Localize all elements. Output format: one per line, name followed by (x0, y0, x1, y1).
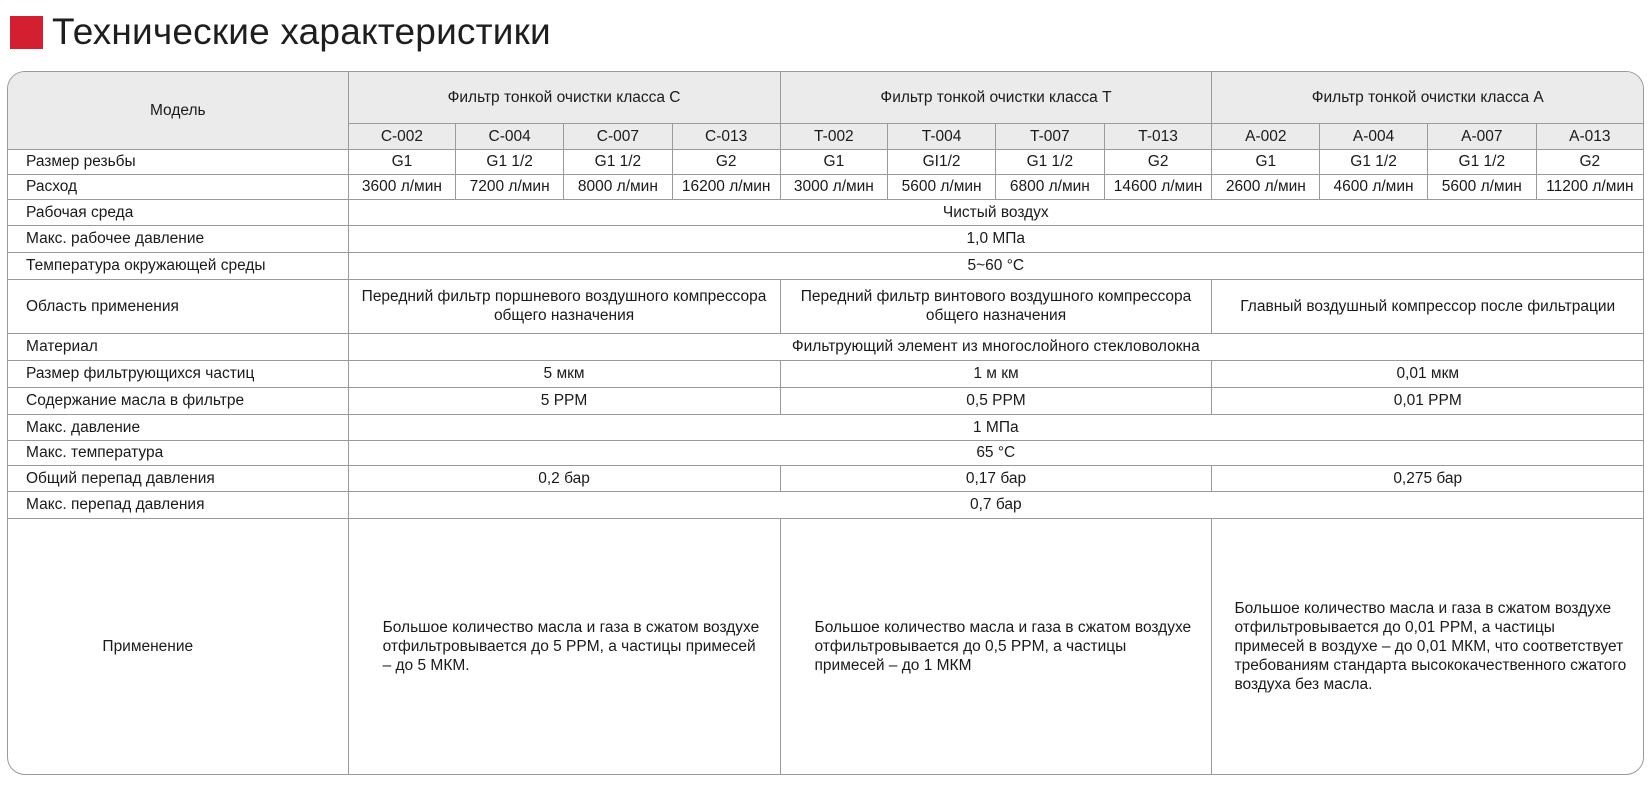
model-cell: T-002 (780, 123, 888, 149)
table-cell: G1 1/2 (564, 149, 673, 174)
table-cell: 5600 л/мин (888, 174, 996, 199)
row-label: Макс. рабочее давление (8, 225, 348, 252)
row-max-temp (8, 440, 1643, 465)
model-cell: C-013 (672, 123, 780, 149)
row-label: Область применения (8, 279, 348, 333)
row-max-pressure (8, 414, 1643, 440)
table-cell: 3600 л/мин (348, 174, 456, 199)
row-label: Размер фильтрующихся частиц (8, 360, 348, 387)
model-cell: A-013 (1536, 123, 1643, 149)
table-cell: G2 (1104, 149, 1212, 174)
model-cell: C-002 (348, 123, 456, 149)
table-cell: 0,17 бар (780, 465, 1212, 491)
table-cell: 14600 л/мин (1104, 174, 1212, 199)
group-header-t: Фильтр тонкой очистки класса T (780, 72, 1212, 123)
table-cell: 6800 л/мин (995, 174, 1104, 199)
model-cell: A-004 (1320, 123, 1428, 149)
table-cell: 1 МПа (348, 414, 1643, 440)
model-cell: C-004 (456, 123, 564, 149)
group-header-c: Фильтр тонкой очистки класса C (348, 72, 780, 123)
page-title: Технические характеристики (52, 11, 551, 52)
table-cell: 11200 л/мин (1536, 174, 1643, 199)
row-material (8, 333, 1643, 360)
row-label: Содержание масла в фильтре (8, 387, 348, 414)
table-cell: 4600 л/мин (1320, 174, 1428, 199)
table-cell: 0,7 бар (348, 491, 1643, 518)
table-cell: 0,5 PPM (780, 387, 1212, 414)
table-cell: 1 м км (780, 360, 1212, 387)
table-cell: 0,01 PPM (1212, 387, 1643, 414)
table-cell: GI1/2 (888, 149, 996, 174)
row-thread (8, 149, 1643, 174)
group-header-a: Фильтр тонкой очистки класса A (1212, 72, 1643, 123)
table-cell: G2 (1536, 149, 1643, 174)
model-cell: T-007 (995, 123, 1104, 149)
header-group-row (8, 72, 1643, 123)
table-cell: 7200 л/мин (456, 174, 564, 199)
row-particle-size (8, 360, 1643, 387)
model-header: Модель (8, 72, 348, 149)
table-cell: 5 PPM (348, 387, 780, 414)
table-cell: 8000 л/мин (564, 174, 673, 199)
table-cell: G2 (672, 149, 780, 174)
row-label: Общий перепад давления (8, 465, 348, 491)
table-cell: 65 °C (348, 440, 1643, 465)
row-ambient-temp (8, 252, 1643, 279)
spec-table-container (7, 71, 1644, 775)
table-cell: G1 1/2 (1320, 149, 1428, 174)
row-label: Температура окружающей среды (8, 252, 348, 279)
table-cell: G1 1/2 (456, 149, 564, 174)
row-label: Материал (8, 333, 348, 360)
table-cell: 5600 л/мин (1427, 174, 1536, 199)
row-pressure-drop (8, 465, 1643, 491)
table-cell: 0,275 бар (1212, 465, 1643, 491)
title-marker-icon (10, 16, 43, 49)
row-label: Макс. температура (8, 440, 348, 465)
title-bar (10, 12, 551, 52)
table-cell: G1 1/2 (1427, 149, 1536, 174)
model-cell: T-013 (1104, 123, 1212, 149)
table-cell: Передний фильтр поршневого воздушного компрессора общего назначения (348, 279, 780, 333)
table-cell: 5 мкм (348, 360, 780, 387)
row-label: Расход (8, 174, 348, 199)
table-cell: G1 (780, 149, 888, 174)
row-max-work-pressure (8, 225, 1643, 252)
table-cell: 1,0 МПа (348, 225, 1643, 252)
table-cell: G1 (1212, 149, 1320, 174)
model-cell: A-002 (1212, 123, 1320, 149)
row-oil-content (8, 387, 1643, 414)
usage-text-t: Большое количество масла и газа в сжатом воздухе отфильтровывается до 0,5 PPM, а частицы примесей – до 1 МКМ (780, 518, 1212, 774)
table-cell: Чистый воздух (348, 199, 1643, 225)
row-usage (8, 518, 1643, 774)
row-label: Макс. перепад давления (8, 491, 348, 518)
table-cell: G1 (348, 149, 456, 174)
table-cell: Фильтрующий элемент из многослойного стекловолокна (348, 333, 1643, 360)
table-cell: 2600 л/мин (1212, 174, 1320, 199)
usage-text-a: Большое количество масла и газа в сжатом воздухе отфильтровывается до 0,01 PPM, а частицы примесей в воздухе – до 0,01 МКМ, что соответствует требованиям стандарта высококачественного сжатого воздуха без масла. (1212, 518, 1643, 774)
row-medium (8, 199, 1643, 225)
table-cell: 5~60 °C (348, 252, 1643, 279)
model-cell: A-007 (1427, 123, 1536, 149)
row-flow (8, 174, 1643, 199)
table-cell: 0,2 бар (348, 465, 780, 491)
row-label: Размер резьбы (8, 149, 348, 174)
usage-text-c: Большое количество масла и газа в сжатом воздухе отфильтровывается до 5 PPM, а частицы примесей – до 5 МКМ. (348, 518, 780, 774)
table-cell: 3000 л/мин (780, 174, 888, 199)
row-label: Применение (8, 518, 348, 774)
row-label: Рабочая среда (8, 199, 348, 225)
row-label: Макс. давление (8, 414, 348, 440)
spec-table (8, 72, 1643, 774)
model-cell: C-007 (564, 123, 673, 149)
row-max-pressure-drop (8, 491, 1643, 518)
table-cell: G1 1/2 (995, 149, 1104, 174)
table-cell: Главный воздушный компрессор после фильтрации (1212, 279, 1643, 333)
table-cell: 16200 л/мин (672, 174, 780, 199)
table-cell: Передний фильтр винтового воздушного компрессора общего назначения (780, 279, 1212, 333)
row-application-area (8, 279, 1643, 333)
table-cell: 0,01 мкм (1212, 360, 1643, 387)
model-cell: T-004 (888, 123, 996, 149)
